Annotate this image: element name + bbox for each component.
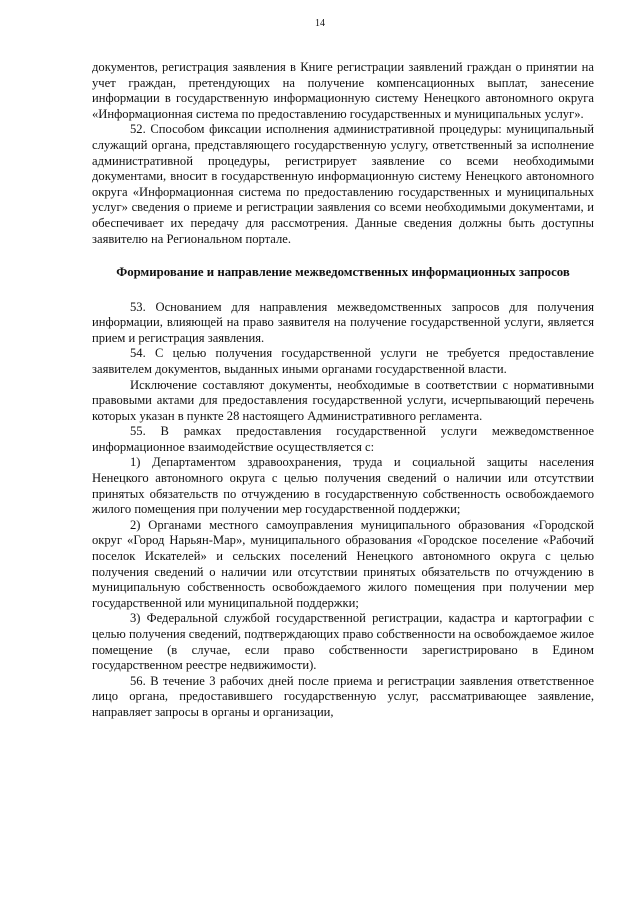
list-item-3: 3) Федеральной службой государственной регистрации, кадастра и картографии с целью получения сведений, подтверждающих право собственности на освобождаемое жилое помещение (в случае, если право собственности зарегистрировано в Едином государственном реестре недвижимости). [92,611,594,673]
paragraph-54: 54. С целью получения государственной услуги не требуется предоставление заявителем документов, выданных иными органами государственной власти. [92,346,594,376]
paragraph-56: 56. В течение 3 рабочих дней после приема и регистрации заявления ответственное лицо органа, предоставившего государственную услуг, рассматривающее заявление, направляет запросы в органы и организации, [92,673,594,719]
paragraph-continuation: документов, регистрация заявления в Книге регистрации заявлений граждан о принятии на учет граждан, претендующих на получение компенсационных выплат, занесение информации в государственную информационную систему Ненецкого автономного округа «Информационная система по предоставлению государственных и муниципальных услуг». [92,60,594,121]
paragraph-exception: Исключение составляют документы, необходимые в соответствии с нормативными правовыми актами для предоставления государственной услуги, исчерпывающий перечень которых указан в пункте 28 настоящего Административного регламента. [92,377,594,423]
paragraph-55: 55. В рамках предоставления государственной услуги межведомственное информационное взаимодействие осуществляется с: [92,424,594,454]
page-number: 14 [315,18,325,29]
list-item-1: 1) Департаментом здравоохранения, труда и социальной защиты населения Ненецкого автономного округа с целью получения сведений о наличии или отсутствии принятых обязательств по отчуждению в государственную собственность освобождаемого жилого помещения при получении мер государственной поддержки; [92,455,594,517]
paragraph-53: 53. Основанием для направления межведомственных запросов для получения информации, влияющей на право заявителя на получение государственной услуги, является прием и регистрация заявления. [92,299,594,345]
paragraph-52: 52. Способом фиксации исполнения административной процедуры: муниципальный служащий органа, представляющего государственную услугу, ответственный за исполнение административной процедуры, регистрирует заявление со всеми необходимыми документами, вносит в государственную информационную систему Ненецкого автономного округа «Информационная система по предоставлению государственных и муниципальных услуг» сведения о приеме и регистрации заявления со всеми необходимыми документами, и обеспечивает их передачу для рассмотрения. Данные сведения должны быть доступны заявителю на Региональном портале. [92,122,594,246]
list-item-2: 2) Органами местного самоуправления муниципального образования «Городской округ «Город Нарьян-Мар», муниципального образования «Городское поселение «Рабочий поселок Искателей» и сельских поселений Ненецкого автономного округа с целью получения сведений о наличии или отсутствии принятых обязательств по отчуждению в муниципальную собственность освобождаемого жилого помещения при получении мер государственной или муниципальной поддержки; [92,517,594,610]
page-content [92,60,594,721]
section-heading: Формирование и направление межведомственных информационных запросов [116,265,570,280]
